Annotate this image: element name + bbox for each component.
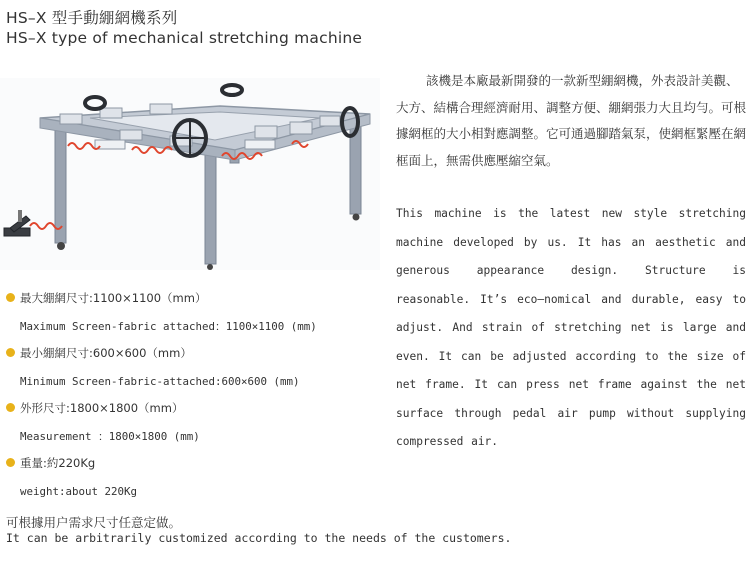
spec-weight-cn: 重量:約220Kg xyxy=(6,450,386,478)
title-cn: HS–X 型手動綳網機系列 xyxy=(6,9,178,27)
spec-max-size-en: Maximum Screen-fabric attached：1100×1100 (mm) xyxy=(20,319,317,333)
spec-measurement-cn: 外形尺寸:1800×1800（mm） xyxy=(6,395,386,423)
spec-list xyxy=(6,285,386,505)
title-en: HS–X type of mechanical stretching machine xyxy=(6,29,363,47)
description-cn: 該機是本廠最新開發的一款新型綳網機，外表設計美觀、大方、結構合理經濟耐用、調整方便、綳網張力大且均勻。可根據網框的大小相對應調整。它可通過腳踏氣泵，使網框緊壓在網框面上，無需供應壓縮空氣。 xyxy=(396,73,747,168)
spec-max-size-cn: 最大綳網尺寸:1100×1100（mm） xyxy=(6,285,386,313)
footer-note-cn: 可根據用户需求尺寸任意定做。 xyxy=(6,515,182,530)
bullet-icon xyxy=(6,348,15,357)
spec-measurement-en: Measurement ：1800×1800 (mm) xyxy=(20,429,200,443)
spec-min-size-en: Minimum Screen-fabric-attached:600×600 (mm) xyxy=(20,374,300,388)
bullet-icon xyxy=(6,403,15,412)
bullet-icon xyxy=(6,293,15,302)
spec-min-size-cn: 最小綳網尺寸:600×600（mm） xyxy=(6,340,386,368)
footer-note-en: It can be arbitrarily customized according to the needs of the customers. xyxy=(6,531,512,545)
product-photo xyxy=(0,78,380,270)
bullet-icon xyxy=(6,458,15,467)
description-en: This machine is the latest new style stretching machine developed by us. It has an aesthetic and generous appearance design. Structure is reasonable. It’s eco–nomical and durable, easy to adjust. And strain of stretching net is large and even. It can be adjusted according to the size of net frame. It can press net frame against the net surface through pedal air pump without supplying compressed air. xyxy=(396,207,746,448)
spec-weight-en: weight:about 220Kg xyxy=(20,484,138,498)
